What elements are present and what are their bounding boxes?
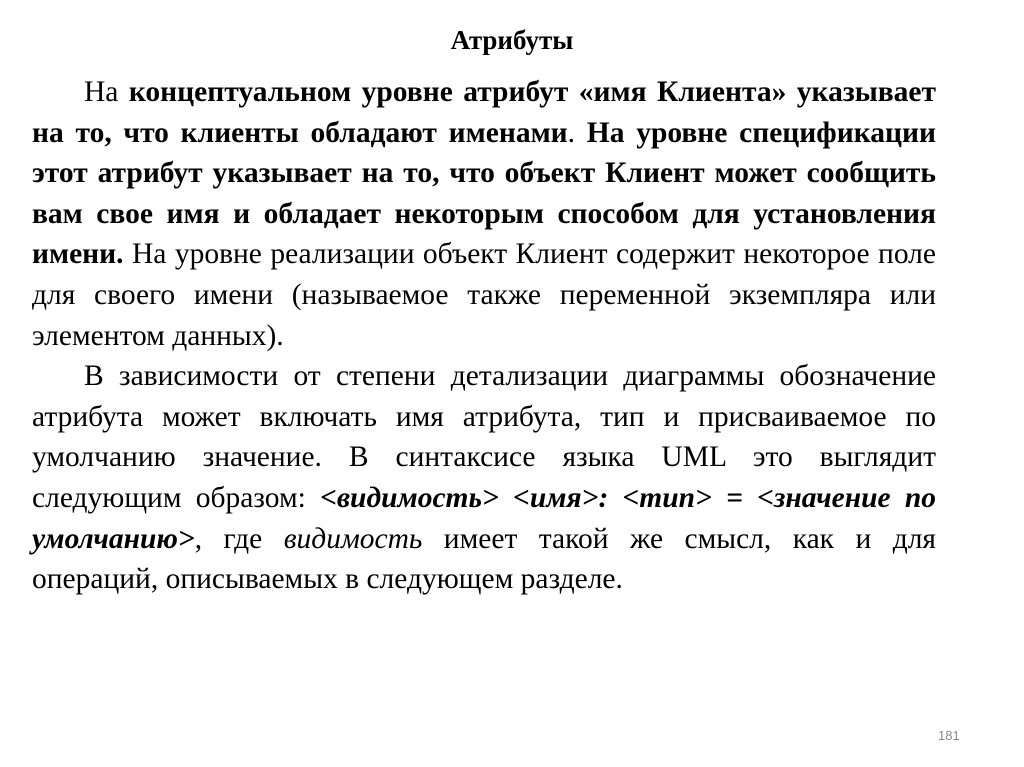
slide-body: [32, 72, 936, 600]
p1-bold-conceptual: концептуальном уровне атрибут «имя Клиента» указывает на то, что клиенты обладают именами: [32, 76, 936, 149]
p2-uml-syntax: <видимость> <имя>: <тип> = <значение по умолчанию>: [32, 481, 936, 555]
p1-text-implementation: На уровне реализации объект Клиент содержит некоторое поле для своего имени (называемое также переменной экземпляра или элементом данных).: [32, 238, 936, 352]
p1-bold-specification: На уровне спецификации этот атрибут указывает на то, что объект Клиент может сообщить вам свое имя и обладает некоторым способом для установления имени.: [32, 116, 937, 271]
paragraph-2: [32, 356, 936, 600]
paragraph-1: [32, 72, 936, 356]
page-number: 181: [938, 728, 960, 743]
p2-text-2: , где: [194, 522, 284, 555]
p1-text-1: На: [84, 76, 129, 108]
p2-text-1: В зависимости от степени детализации диаграммы обозначение атрибута может включать имя атрибута, тип и присваиваемое по умолчанию значение. В синтаксисе языка UML это выглядит следующим образом:: [32, 360, 936, 514]
p1-text-2: .: [567, 116, 587, 149]
slide-title: Атрибуты: [450, 25, 574, 55]
p2-italic-visibility: видимость: [283, 522, 423, 555]
p2-text-3: имеет такой же смысл, как и для операций, описываемых в следующем разделе.: [32, 522, 937, 596]
